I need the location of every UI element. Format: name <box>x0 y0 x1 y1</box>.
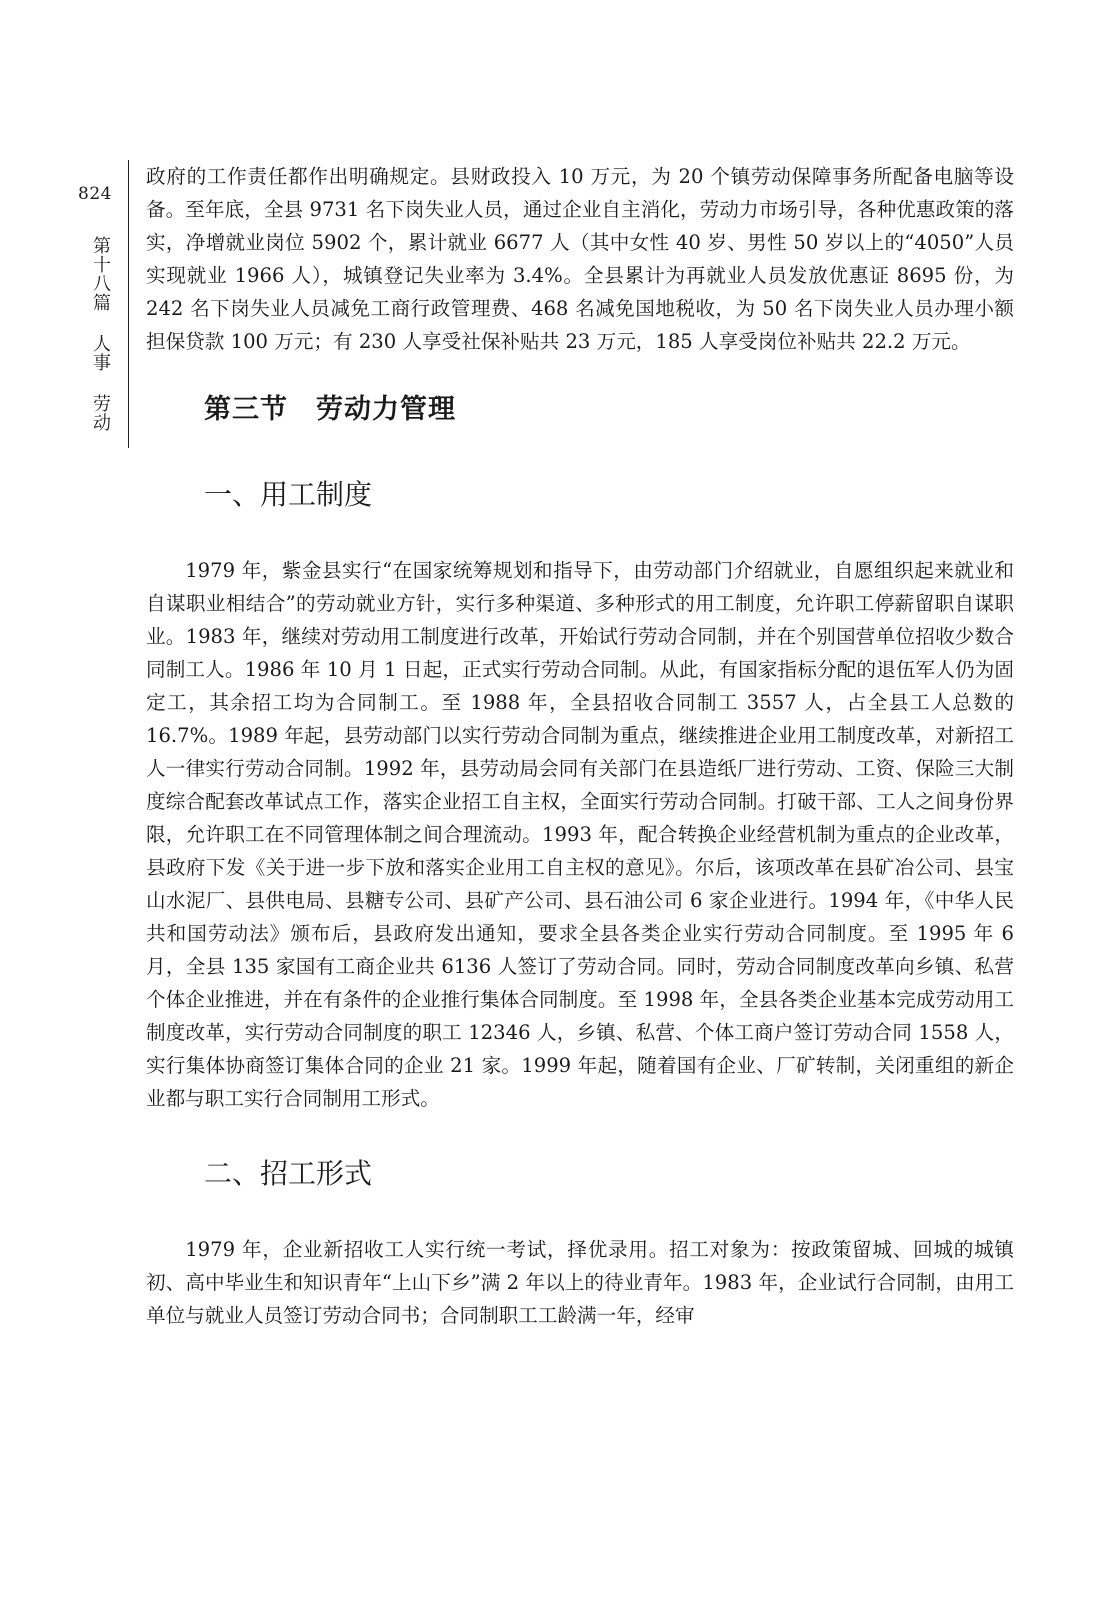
subsection-heading-employment-system: 一、用工制度 <box>204 478 373 511</box>
paragraph-recruitment: 1979 年，企业新招收工人实行统一考试，择优录用。招工对象为：按政策留城、回城的城镇初、高中毕业生和知识青年“上山下乡”满 2 年以上的待业青年。1983 年，企业试行合同制，由用工单位与就业人员签订劳动合同书；合同制职工工龄满一年，经审 <box>146 1238 1014 1327</box>
section-name: 劳动力管理 <box>316 394 456 425</box>
margin-rule <box>128 160 129 448</box>
main-text <box>146 160 1014 1332</box>
continued-paragraph: 政府的工作责任都作出明确规定。县财政投入 10 万元，为 20 个镇劳动保障事务所配备电脑等设备。至年底，全县 9731 名下岗失业人员，通过企业自主消化，劳动力市场引导，各种优惠政策的落实，净增就业岗位 5902 个，累计就业 6677 人（其中女性 40 岁、男性 50 岁以上的“4050”人员实现就业 1966 人），城镇登记失业率为 3.4%。全县累计为再就业人员发放优惠证 8695 份，为 242 名下岗失业人员减免工商行政管理费、468 名减免国地税收，为 50 名下岗失业人员办理小额担保贷款 100 万元；有 230 人享受社保补贴共 23 万元，185 人享受岗位补贴共 22.2 万元。 <box>146 165 1014 353</box>
paragraph-employment-system: 1979 年，紫金县实行“在国家统筹规划和指导下，由劳动部门介绍就业，自愿组织起来就业和自谋职业相结合”的劳动就业方针，实行多种渠道、多种形式的用工制度，允许职工停薪留职自谋职业。1983 年，继续对劳动用工制度进行改革，开始试行劳动合同制，并在个别国营单位招收少数合同制工人。1986 年 10 月 1 日起，正式实行劳动合同制。从此，有国家指标分配的退伍军人仍为固定工，其余招工均为合同制工。至 1988 年，全县招收合同制工 3557 人，占全县工人总数的 16.7%。1989 年起，县劳动部门以实行劳动合同制为重点，继续推进企业用工制度改革，对新招工人一律实行劳动合同制。1992 年，县劳动局会同有关部门在县造纸厂进行劳动、工资、保险三大制度综合配套改革试点工作，落实企业招工自主权，全面实行劳动合同制。打破干部、工人之间身份界限，允许职工在不同管理体制之间合理流动。1993 年，配合转换企业经营机制为重点的企业改革，县政府下发《关于进一步下放和落实企业用工自主权的意见》。尔后，该项改革在县矿冶公司、县宝山水泥厂、县供电局、县糖专公司、县矿产公司、县石油公司 6 家企业进行。1994 年，《中华人民共和国劳动法》颁布后，县政府发出通知，要求全县各类企业实行劳动合同制度。至 1995 年 6 月，全县 135 家国有工商企业共 6136 人签订了劳动合同。同时，劳动合同制度改革向乡镇、私营个体企业推进，并在有条件的企业推行集体合同制度。至 1998 年，全县各类企业基本完成劳动用工制度改革，实行劳动合同制度的职工 12346 人，乡镇、私营、个体工商户签订劳动合同 1558 人，实行集体协商签订集体合同的企业 21 家。1999 年起，随着国有企业、厂矿转制，关闭重组的新企业都与职工实行合同制用工形式。 <box>146 559 1014 1110</box>
subsection-heading-recruitment: 二、招工形式 <box>204 1157 373 1190</box>
running-head: 第十八篇 人事 劳动 <box>90 236 111 432</box>
page-number: 824 <box>78 184 112 204</box>
section-heading <box>204 390 1014 430</box>
section-number: 第三节 <box>204 394 288 425</box>
